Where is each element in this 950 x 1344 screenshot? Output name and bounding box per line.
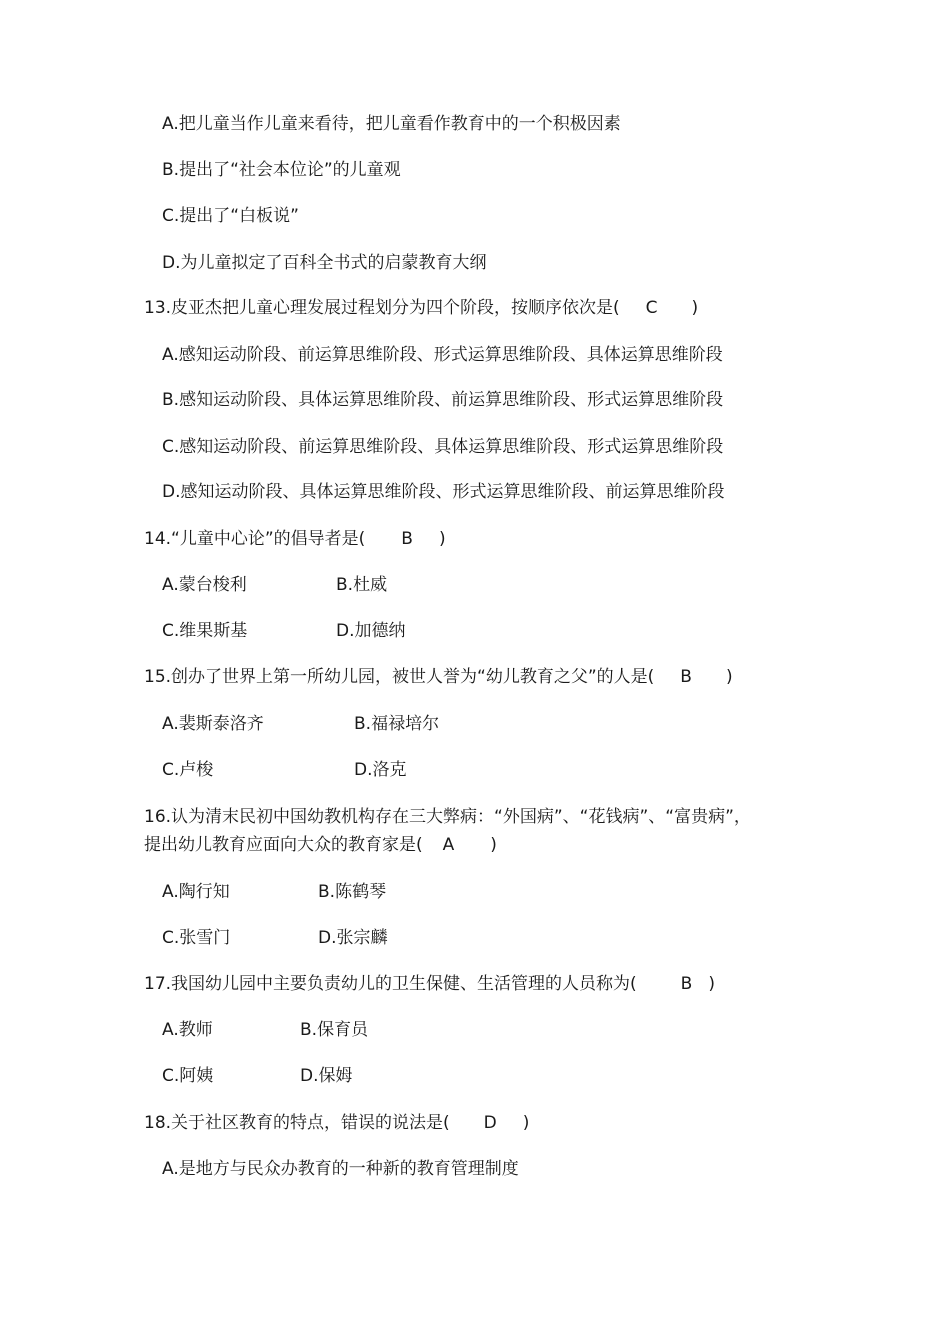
q17-close: ) xyxy=(708,974,715,994)
q17-option-b: B.保育员 xyxy=(300,1020,369,1040)
q16-answer: A xyxy=(442,835,455,855)
q17-stem-text: 17.我国幼儿园中主要负责幼儿的卫生保健、生活管理的人员称为( xyxy=(144,974,637,994)
q16-option-a: A.陶行知 xyxy=(162,882,230,902)
q16-option-d: D.张宗麟 xyxy=(318,928,388,948)
q15-option-b: B.福禄培尔 xyxy=(354,714,440,734)
q14-option-a: A.蒙台梭利 xyxy=(162,575,247,595)
q13-answer: C xyxy=(645,298,658,318)
q12-option-c: C.提出了“白板说” xyxy=(162,206,299,226)
q17-answer: B xyxy=(680,974,693,994)
q16-stem-line2 xyxy=(144,833,497,857)
q13-stem-text: 13.皮亚杰把儿童心理发展过程划分为四个阶段，按顺序依次是( xyxy=(144,298,620,318)
q18-option-a: A.是地方与民众办教育的一种新的教育管理制度 xyxy=(162,1159,519,1179)
q13-close: ) xyxy=(691,298,699,318)
q14-close: ) xyxy=(438,529,446,549)
q15-answer: B xyxy=(680,667,692,687)
q13-stem xyxy=(144,296,698,320)
q13-option-b: B.感知运动阶段、具体运算思维阶段、前运算思维阶段、形式运算思维阶段 xyxy=(162,390,724,410)
q13-option-d: D.感知运动阶段、具体运算思维阶段、形式运算思维阶段、前运算思维阶段 xyxy=(162,482,725,502)
q13-option-a: A.感知运动阶段、前运算思维阶段、形式运算思维阶段、具体运算思维阶段 xyxy=(162,345,723,365)
q15-close: ) xyxy=(725,667,733,687)
q12-option-b: B.提出了“社会本位论”的儿童观 xyxy=(162,160,401,180)
q14-stem-text: 14.“儿童中心论”的倡导者是( xyxy=(144,529,366,549)
q16-option-b: B.陈鹤琴 xyxy=(318,882,387,902)
q12-option-a: A.把儿童当作儿童来看待，把儿童看作教育中的一个积极因素 xyxy=(162,114,621,134)
q14-option-b: B.杜威 xyxy=(336,575,388,595)
q17-stem xyxy=(144,972,715,996)
q16-close: ) xyxy=(490,835,497,855)
q18-stem-text: 18.关于社区教育的特点，错误的说法是( xyxy=(144,1113,450,1133)
q15-stem xyxy=(144,665,733,689)
q14-option-d: D.加德纳 xyxy=(336,621,406,641)
q18-answer: D xyxy=(483,1113,497,1133)
q16-stem-line1: 16.认为清末民初中国幼教机构存在三大弊病：“外国病”、“花钱病”、“富贵病”， xyxy=(144,807,751,827)
q12-option-d: D.为儿童拟定了百科全书式的启蒙教育大纲 xyxy=(162,253,487,273)
q14-option-c: C.维果斯基 xyxy=(162,621,248,641)
q16-stem-text: 提出幼儿教育应面向大众的教育家是( xyxy=(144,835,423,855)
q17-option-a: A.教师 xyxy=(162,1020,213,1040)
q16-option-c: C.张雪门 xyxy=(162,928,231,948)
q15-option-c: C.卢梭 xyxy=(162,760,214,780)
q17-option-c: C.阿姨 xyxy=(162,1066,214,1086)
q18-stem xyxy=(144,1111,529,1135)
q14-stem xyxy=(144,527,446,551)
q14-answer: B xyxy=(401,529,413,549)
q18-close: ) xyxy=(522,1113,530,1133)
q15-option-a: A.裴斯泰洛齐 xyxy=(162,714,264,734)
q13-option-c: C.感知运动阶段、前运算思维阶段、具体运算思维阶段、形式运算思维阶段 xyxy=(162,437,724,457)
q15-option-d: D.洛克 xyxy=(354,760,407,780)
q15-stem-text: 15.创办了世界上第一所幼儿园，被世人誉为“幼儿教育之父”的人是( xyxy=(144,667,655,687)
q17-option-d: D.保姆 xyxy=(300,1066,353,1086)
